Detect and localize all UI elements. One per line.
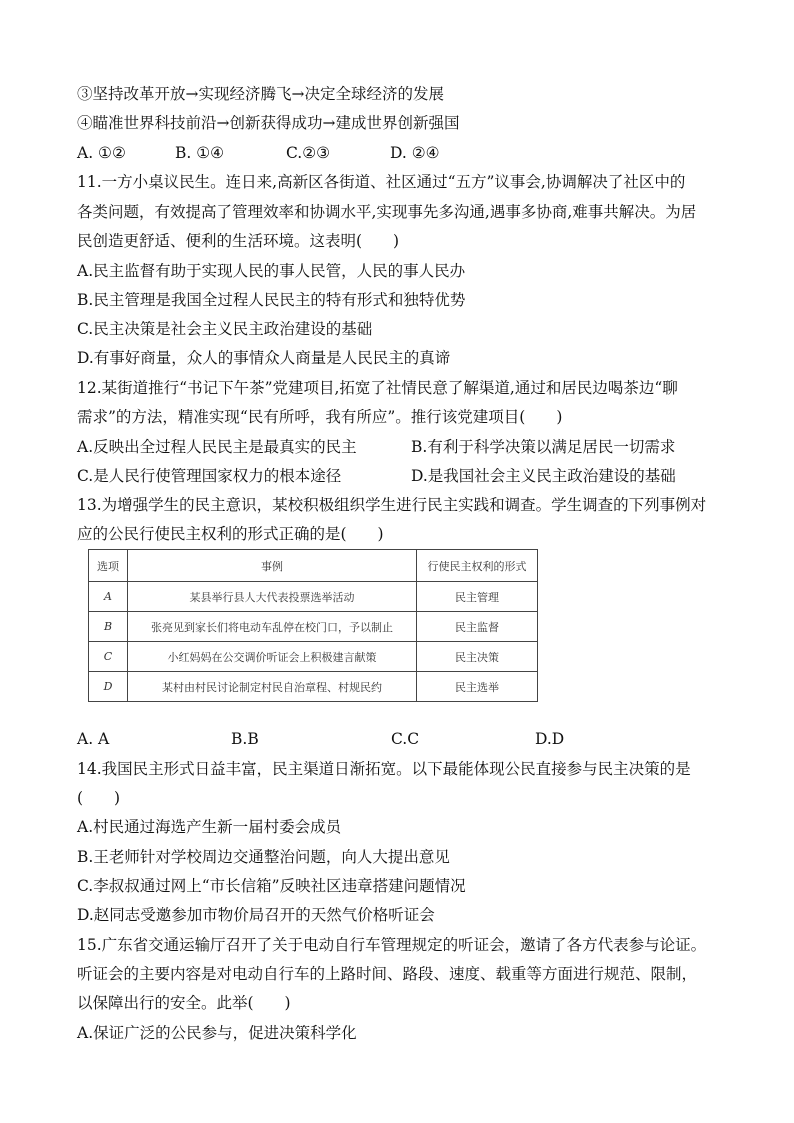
q15-stem-2: 听证会的主要内容是对电动自行车的上路时间、路段、速度、载重等方面进行规范、限制，: [77, 965, 698, 983]
q14-option-b: B.王老师针对学校周边交通整治问题，向人大提出意见: [77, 848, 450, 866]
q13-stem-1: 13.为增强学生的民主意识，某校积极组织学生进行民主实践和调查。学生调查的下列事例对: [77, 496, 707, 514]
q13-option-d: D.D: [535, 730, 565, 748]
q13-stem-2: 应的公民行使民主权利的形式正确的是( ): [77, 525, 384, 543]
q14-option-c: C.李叔叔通过网上“市长信箱”反映社区违章搭建问题情况: [77, 877, 466, 895]
table-row: [89, 672, 538, 702]
q13-header-case: 事例: [128, 550, 417, 582]
q14-stem-2: ( ): [77, 789, 121, 807]
q13-option-b: B.B: [231, 730, 259, 748]
prev-option-c: C.②③: [286, 144, 331, 162]
q11-option-d: D.有事好商量，众人的事情众人商量是人民民主的真谛: [77, 349, 451, 367]
table-cell-case: 小红妈妈在公交调价听证会上积极建言献策: [128, 642, 417, 672]
q14-option-a: A.村民通过海选产生新一届村委会成员: [77, 818, 342, 836]
table-cell-option: D: [89, 672, 128, 702]
q15-stem-1: 15.广东省交通运输厅召开了关于电动自行车管理规定的听证会，邀请了各方代表参与论证。: [77, 936, 707, 954]
table-cell-form: 民主选举: [417, 672, 538, 702]
q12-stem-1: 12.某街道推行“书记下午茶”党建项目,拓宽了社情民意了解渠道,通过和居民边喝茶边“聊: [77, 379, 678, 397]
table-cell-case: 张亮见到家长们将电动车乱停在校门口，予以制止: [128, 612, 417, 642]
q13-header-form: 行使民主权利的形式: [417, 550, 538, 582]
q12-option-b: B.有利于科学决策以满足居民一切需求: [411, 438, 676, 456]
table-row: [89, 642, 538, 672]
q15-option-a: A.保证广泛的公民参与，促进决策科学化: [77, 1024, 357, 1042]
q12-option-d: D.是我国社会主义民主政治建设的基础: [411, 467, 676, 485]
prev-option-b: B. ①④: [175, 144, 225, 162]
q11-stem-2: 各类问题，有效提高了管理效率和协调水平,实现事先多沟通,遇事多协商,难事共解决。为居: [77, 203, 697, 221]
prev-item-3: ③坚持改革开放→实现经济腾飞→决定全球经济的发展: [77, 85, 444, 103]
table-cell-option: B: [89, 612, 128, 642]
prev-item-4: ④瞄准世界科技前沿→创新获得成功→建成世界创新强国: [77, 114, 460, 132]
q14-option-d: D.赵同志受邀参加市物价局召开的天然气价格听证会: [77, 906, 435, 924]
table-cell-option: A: [89, 582, 128, 612]
q13-option-a: A. A: [77, 730, 110, 748]
q11-option-a: A.民主监督有助于实现人民的事人民管，人民的事人民办: [77, 262, 466, 280]
table-row: [89, 582, 538, 612]
q13-header-option: 选项: [89, 550, 128, 582]
table-cell-form: 民主决策: [417, 642, 538, 672]
q11-stem-3: 民创造更舒适、便利的生活环境。这表明( ): [77, 232, 400, 250]
q12-stem-2: 需求”的方法，精准实现“民有所呼，我有所应”。推行该党建项目( ): [77, 408, 563, 426]
table-cell-form: 民主管理: [417, 582, 538, 612]
q13-table-header: [89, 550, 538, 582]
table-row: [89, 612, 538, 642]
table-cell-form: 民主监督: [417, 612, 538, 642]
table-cell-case: 某县举行县人大代表投票选举活动: [128, 582, 417, 612]
q14-stem-1: 14.我国民主形式日益丰富，民主渠道日渐拓宽。以下最能体现公民直接参与民主决策的是: [77, 760, 691, 778]
q13-table: [88, 549, 538, 702]
q11-option-c: C.民主决策是社会主义民主政治建设的基础: [77, 320, 373, 338]
q15-stem-3: 以保障出行的安全。此举( ): [77, 994, 291, 1012]
q11-option-b: B.民主管理是我国全过程人民民主的特有形式和独特优势: [77, 291, 466, 309]
prev-option-d: D. ②④: [390, 144, 440, 162]
prev-option-a: A. ①②: [77, 144, 126, 162]
table-cell-case: 某村由村民讨论制定村民自治章程、村规民约: [128, 672, 417, 702]
q11-stem-1: 11.一方小桌议民生。连日来,高新区各街道、社区通过“五方”议事会,协调解决了社区中的: [77, 173, 686, 191]
q12-option-c: C.是人民行使管理国家权力的根本途径: [77, 467, 342, 485]
q12-option-a: A.反映出全过程人民民主是最真实的民主: [77, 438, 357, 456]
q13-option-c: C.C: [391, 730, 420, 748]
table-cell-option: C: [89, 642, 128, 672]
